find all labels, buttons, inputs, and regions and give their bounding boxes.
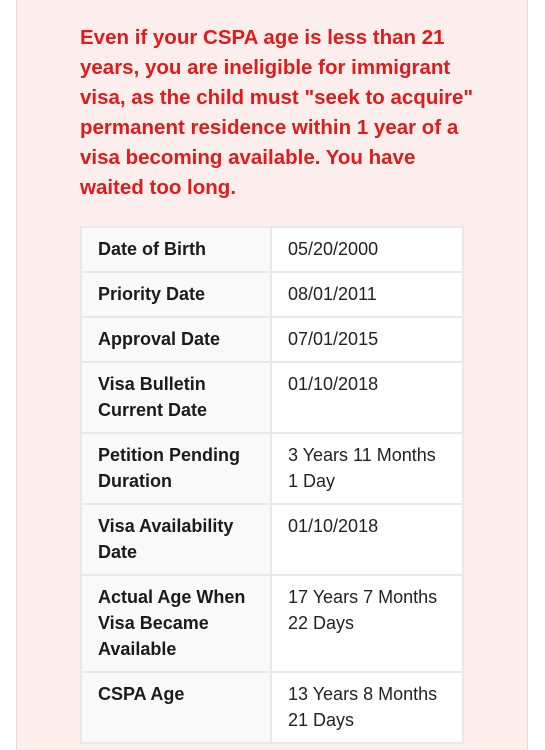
- row-label-actual-age: Actual Age When Visa Became Available: [81, 575, 271, 672]
- table-row: [81, 272, 463, 317]
- row-value-visa-availability-date: 01/10/2018: [271, 504, 463, 575]
- row-value-priority-date: 08/01/2011: [271, 272, 463, 317]
- row-value-petition-pending-duration: 3 Years 11 Months 1 Day: [271, 433, 463, 504]
- ineligibility-message: Even if your CSPA age is less than 21 years, you are ineligible for immigrant visa, as the child must "seek to acquire" permanent residence within 1 year of a visa becoming available. You have waited too long.: [80, 26, 474, 199]
- table-row: [81, 227, 463, 272]
- row-label-petition-pending-duration: Petition Pending Duration: [81, 433, 271, 504]
- row-value-visa-bulletin-current-date: 01/10/2018: [271, 362, 463, 433]
- row-value-actual-age: 17 Years 7 Months 22 Days: [271, 575, 463, 672]
- row-value-approval-date: 07/01/2015: [271, 317, 463, 362]
- row-value-cspa-age: 13 Years 8 Months 21 Days: [271, 672, 463, 743]
- table-row: [81, 317, 463, 362]
- table-row: [81, 433, 463, 504]
- table-row: [81, 362, 463, 433]
- row-label-date-of-birth: Date of Birth: [81, 227, 271, 272]
- row-label-visa-availability-date: Visa Availability Date: [81, 504, 271, 575]
- table-row: [81, 672, 463, 743]
- row-label-visa-bulletin-current-date: Visa Bulletin Current Date: [81, 362, 271, 433]
- row-label-cspa-age: CSPA Age: [81, 672, 271, 743]
- table-row: [81, 504, 463, 575]
- row-label-approval-date: Approval Date: [81, 317, 271, 362]
- row-label-priority-date: Priority Date: [81, 272, 271, 317]
- table-row: [81, 575, 463, 672]
- cspa-result-table: [80, 226, 464, 744]
- row-value-date-of-birth: 05/20/2000: [271, 227, 463, 272]
